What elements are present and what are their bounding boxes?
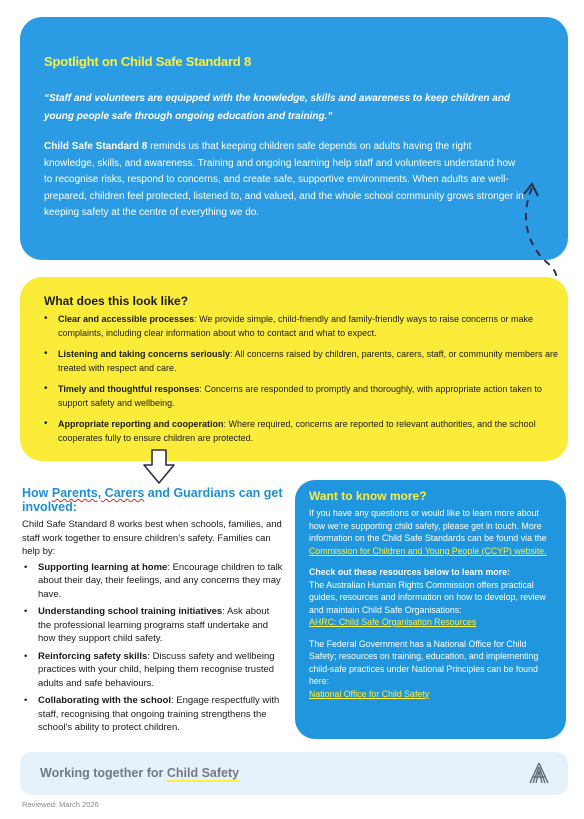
paragraph-text: If you have any questions or would like to learn more about how we’re supporting child safety, please get in touch. More information on the Child Safe Standards can be found via the	[309, 508, 547, 543]
item-text: : All concerns raised by children, parents, carers, staff, or community members are treated with respect and care.	[58, 349, 559, 373]
heading-part: and Guardians can get involved:	[22, 486, 283, 514]
item-title: Listening and taking concerns seriously	[58, 349, 231, 359]
list-item	[58, 417, 558, 445]
footer-label-highlight: Child Safety	[166, 766, 240, 780]
standard-text: reminds us that keeping children safe depends on adults having the right knowledge, skills, and awareness. Training and ongoing learning help staff and volunteers understand how to recognise risks, respond to concerns, and create safe, supportive environments. When adults are well-prepared, children feel protected, listened to, and valued, and the whole school community grows stronger in keeping safety at the centre of everything we do.	[44, 141, 524, 218]
know-more-paragraph	[309, 507, 554, 557]
item-title: Reinforcing safety skills	[38, 650, 148, 662]
get-involved-section	[22, 486, 284, 739]
know-more-card	[295, 480, 566, 739]
item-title: Collaborating with the school	[38, 695, 171, 706]
national-office-link[interactable]: National Office for Child Safety	[309, 688, 430, 699]
item-text: : Where required, concerns are reported to relevant authorities, and the school cooperates fully to ensure children are protected.	[58, 419, 536, 443]
standard-name: Child Safe Standard 8	[44, 141, 148, 152]
standard-description	[44, 139, 524, 222]
item-title: Appropriate reporting and cooperation	[58, 419, 224, 429]
list-item	[38, 650, 284, 691]
ccyp-link[interactable]: Commission for Children and Young People (CCYP) website.	[309, 545, 547, 556]
reviewed-date: Reviewed: March 2026	[22, 800, 99, 809]
footer-label	[40, 766, 239, 780]
item-text: : Concerns are responded to promptly and thoroughly, with appropriate action taken to support safety and wellbeing.	[58, 384, 542, 408]
look-like-list	[42, 312, 558, 452]
item-title: Timely and thoughtful responses	[58, 384, 200, 394]
item-text: : Encourage children to talk about their day, their feelings, and any concerns they may have.	[38, 561, 283, 600]
list-item	[58, 312, 558, 340]
item-text: : Engage respectfully with staff, recognising that ongoing training strengthens the school’s ability to protect children.	[38, 695, 280, 733]
list-item	[38, 605, 284, 646]
list-item	[38, 694, 284, 735]
know-more-paragraph	[309, 638, 554, 701]
item-title: Supporting learning at home	[38, 561, 168, 573]
footer-banner	[20, 752, 568, 795]
get-involved-intro: Child Safe Standard 8 works best when schools, families, and staff work together to ensure children’s safety. Families can help by:	[22, 519, 282, 557]
standard-quote: “Staff and volunteers are equipped with the knowledge, skills and awareness to keep children and young people safe through ongoing education and training.”	[44, 93, 511, 122]
look-like-heading: What does this look like?	[44, 294, 189, 308]
item-title: Understanding school training initiatives	[38, 606, 223, 617]
list-item	[58, 382, 558, 410]
know-more-paragraph	[309, 566, 554, 629]
get-involved-list	[22, 561, 284, 735]
heading-part: Parents, Carers	[51, 486, 145, 500]
list-item	[58, 347, 558, 375]
item-text: : Discuss safety and wellbeing practices with your child, helping them recognise trusted adults and safe behaviours.	[38, 650, 275, 689]
heading-part: How	[22, 486, 52, 500]
spotlight-card	[20, 17, 568, 260]
get-involved-heading	[22, 486, 284, 514]
item-text: : Ask about the professional learning programs staff undertake and how they support child safety.	[38, 606, 270, 644]
know-more-heading: Want to know more?	[309, 489, 427, 503]
down-arrow-icon	[142, 449, 176, 485]
paragraph-text: The Federal Government has a National Office for Child Safety; resources on training, education, and implementing child-safe practices under National Principles can be found here:	[309, 638, 539, 686]
list-item	[38, 561, 284, 602]
ahrc-link[interactable]: AHRC: Child Safe Organisation Resources	[309, 617, 477, 627]
item-text: : We provide simple, child-friendly and family-friendly ways to raise concerns or make complaints, including clear information about who to contact and what to expect.	[58, 314, 534, 338]
resources-subhead: Check out these resources below to learn more:	[309, 567, 510, 577]
item-title: Clear and accessible processes	[58, 314, 195, 324]
spotlight-title: Spotlight on Child Safe Standard 8	[44, 54, 251, 69]
paragraph-text: The Australian Human Rights Commission offers practical guides, resources and information on how to develop, review and maintain Child Safe Organisations:	[309, 579, 546, 615]
know-more-body	[309, 507, 554, 709]
footer-label-text: Working together for	[40, 766, 167, 780]
school-logo-icon	[528, 762, 550, 784]
look-like-card	[20, 277, 568, 461]
